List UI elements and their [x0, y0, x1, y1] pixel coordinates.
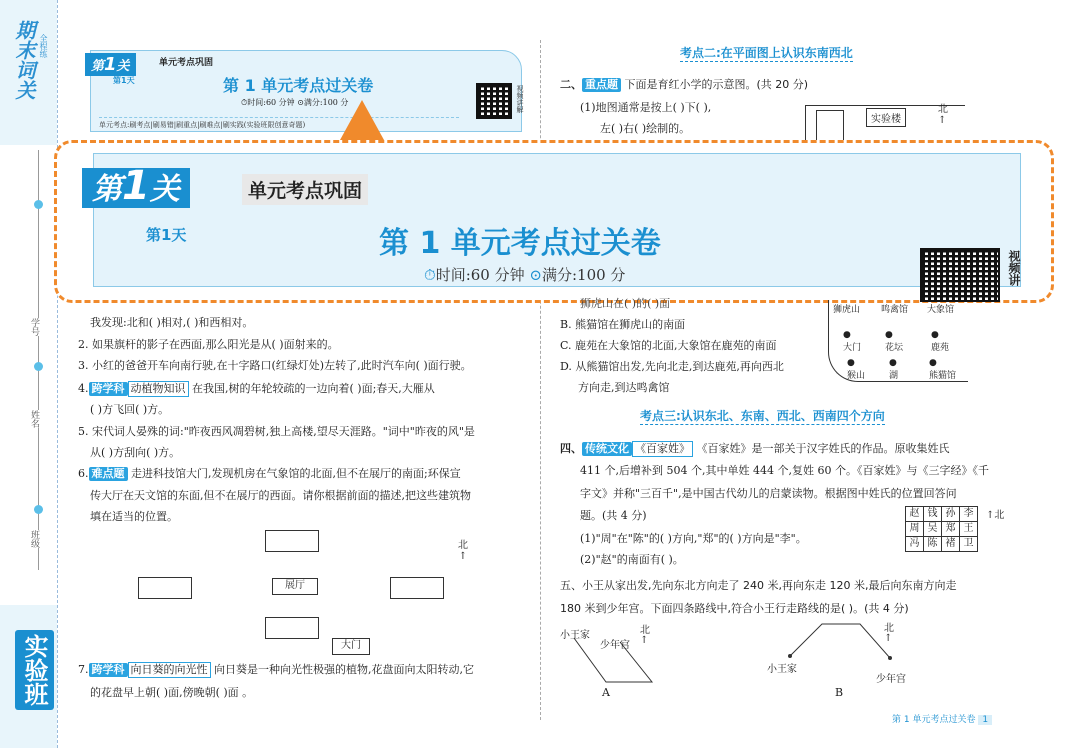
page-number: 1 — [978, 715, 992, 725]
binding-dot — [34, 200, 43, 209]
question-7: 7. 跨学科 向日葵的向光性 向日葵是一种向光性极强的植物,花盘面向太阳转动,它 — [78, 663, 474, 676]
question-four-b: 411 个,后增补到 504 个,其中单姓 444 个,复姓 60 个。《百家姓》与《三字经》《千 — [580, 464, 989, 477]
route-a-home: 小王家 — [560, 630, 590, 641]
answer-box-north[interactable] — [265, 530, 319, 552]
question-6c: 填在适当的位置。 — [90, 510, 178, 523]
option-d2: 方向走,到达鸣禽馆 — [578, 381, 670, 394]
brand-title: 实验班 — [15, 630, 54, 710]
surname-cell: 赵 — [905, 506, 924, 522]
big-badge: 第1关 — [82, 168, 190, 208]
small-time: ⏱时间:60 分钟 ⊙满分:100 分 — [241, 98, 349, 107]
surname-cell: 周 — [905, 521, 924, 537]
surname-cell: 郑 — [941, 521, 960, 537]
route-b-label: B — [835, 686, 844, 699]
question-7b: 的花盘早上朝( )面,傍晚朝( )面 。 — [90, 686, 254, 699]
surname-cell: 王 — [959, 521, 978, 537]
surname-cell: 吴 — [923, 521, 942, 537]
question-five: 五、小王从家出发,先向东北方向走了 240 米,再向东走 120 米,最后向东南方向走 — [560, 579, 957, 592]
route-b-north: 北 ↑ — [884, 623, 894, 644]
question-6: 6. 难点题 走进科技馆大门,发现机房在气象馆的北面,但不在展厅的南面;环保宣 — [78, 467, 461, 480]
question-two-1: (1)地图通常是按上( )下( ), — [580, 101, 712, 114]
question-four-d: 题。(共 4 分) — [580, 509, 647, 522]
surname-cell: 陈 — [923, 536, 942, 552]
small-qr-label: 视频讲解 — [516, 85, 524, 113]
question-five-b: 180 米到少年宫。下面四条路线中,符合小王行走路线的是( )。(共 4 分) — [560, 602, 909, 615]
zoo-panda-house: ● 熊猫馆 — [929, 358, 957, 381]
surname-cell: 卫 — [959, 536, 978, 552]
page-footer: 第 1 单元考点过关卷 1 — [892, 712, 992, 725]
question-5: 5. 宋代词人晏殊的词:"昨夜西风凋碧树,独上高楼,望尽天涯路。"词中"昨夜的风"是 — [78, 425, 475, 438]
big-subtitle: 单元考点巩固 — [242, 174, 368, 205]
section-two-heading: 考点二:在平面图上认识东南西北 — [680, 46, 853, 60]
answer-box-west[interactable] — [138, 577, 192, 599]
binding-dot — [34, 505, 43, 514]
gate-label: 大门 — [332, 638, 370, 655]
hall-label: 展厅 — [272, 578, 318, 595]
big-qr-code[interactable] — [920, 248, 1000, 302]
big-title: 第 1 单元考点过关卷 — [379, 226, 661, 261]
big-header — [93, 153, 1021, 287]
map-north: 北 ↑ — [938, 104, 948, 126]
question-6b: 传大厅在天文馆的东面,但不在展厅的西面。请你根据前面的描述,把这些建筑物 — [90, 489, 471, 502]
surname-grid — [905, 506, 985, 551]
question-four-2: (2)"赵"的南面有( )。 — [580, 553, 684, 566]
zoom-callout — [54, 140, 1054, 303]
zoo-monkey-hill: ● 猴山 — [847, 358, 866, 381]
big-qr-label: 视频讲 — [1007, 250, 1021, 286]
small-header — [90, 50, 522, 132]
binding-strip — [0, 0, 58, 748]
route-a-north: 北 ↑ — [640, 625, 650, 646]
route-b-palace: 少年宫 — [876, 674, 906, 685]
question-four-c: 字文》并称"三百千",是中国古代幼儿的启蒙读物。根据图中姓氏的位置回答问 — [580, 487, 957, 500]
zoo-bird-house: 鸣禽馆 — [881, 305, 909, 315]
route-a-label: A — [602, 686, 610, 699]
zoo-gate: ● 大门 — [843, 330, 862, 353]
route-b-start — [788, 654, 792, 658]
small-badge: 第1关 — [85, 53, 136, 76]
series-subtitle: 全程练 — [39, 34, 48, 58]
route-b-end — [888, 656, 892, 660]
answer-box-east[interactable] — [390, 577, 444, 599]
section-three-heading: 考点三:认识东北、东南、西北、西南四个方向 — [640, 409, 885, 423]
lab-building: 实验楼 — [866, 108, 906, 127]
route-b-path — [790, 624, 890, 658]
question-two-1b: 左( )右( )绘制的。 — [600, 122, 691, 135]
zoom-arrow-icon — [340, 100, 384, 140]
option-d: D. 从熊猫馆出发,先向北走,到达鹿苑,再向西北 — [560, 360, 784, 373]
zoo-deer-park: ● 鹿苑 — [931, 330, 950, 353]
grid-north-indicator: ↑北 — [986, 510, 1005, 521]
small-day: 第1天 — [113, 76, 135, 85]
question-4: 4. 跨学科 动植物知识 在我国,树的年轮较疏的一边向着( )面;春天,大雁从 — [78, 382, 435, 395]
big-day: 第1天 — [146, 226, 187, 244]
zoo-flower-bed: ● 花坛 — [885, 330, 904, 353]
surname-cell: 冯 — [905, 536, 924, 552]
route-b-home: 小王家 — [767, 664, 797, 675]
option-a-partial: 狮虎山在( )的( )面 — [580, 297, 671, 310]
question-4b: ( )方飞回( )方。 — [90, 403, 170, 416]
zoo-elephant-house: 大象馆 — [927, 305, 955, 315]
class-label: 班级 — [29, 530, 39, 548]
zoo-map — [828, 300, 968, 382]
name-label: 姓名 — [29, 410, 39, 428]
zoo-lion-mountain: 狮虎山 — [833, 305, 861, 315]
small-title: 第 1 单元考点过关卷 — [223, 76, 374, 95]
small-qr-code[interactable] — [476, 83, 512, 119]
question-5b: 从( )方刮向( )方。 — [90, 446, 181, 459]
question-four: 四、 传统文化 《百家姓》 《百家姓》是一部关于汉字姓氏的作品。原收集姓氏 — [560, 442, 950, 455]
question-2: 2. 如果旗杆的影子在西面,那么阳光是从( )面射来的。 — [78, 338, 339, 351]
option-c: C. 鹿苑在大象馆的北面,大象馆在鹿苑的南面 — [560, 339, 777, 352]
map-building — [816, 110, 844, 144]
big-time: ⏱时间:60 分钟 ⊙满分:100 分 — [424, 266, 626, 284]
option-b: B. 熊猫馆在狮虎山的南面 — [560, 318, 686, 331]
left-line-1: 我发现:北和( )相对,( )和西相对。 — [90, 316, 254, 329]
binding-dot — [34, 362, 43, 371]
surname-cell: 孙 — [941, 506, 960, 522]
route-a-palace: 少年宫 — [600, 640, 630, 651]
surname-cell: 钱 — [923, 506, 942, 522]
question-four-1: (1)"周"在"陈"的( )方向,"郑"的( )方向是"李"。 — [580, 532, 807, 545]
surname-cell: 褚 — [941, 536, 960, 552]
question-3: 3. 小红的爸爸开车向南行驶,在十字路口(红绿灯处)左转了,此时汽车向( )面行驶。 — [78, 359, 472, 372]
answer-box-south[interactable] — [265, 617, 319, 639]
zoo-lake: ● 湖 — [889, 358, 899, 381]
small-subtitle: 单元考点巩固 — [159, 58, 214, 68]
school-map — [805, 105, 965, 145]
left-north-indicator: 北 ↑ — [458, 540, 468, 562]
series-title: 期末词关 — [12, 20, 36, 100]
id-label: 学号 — [29, 318, 39, 336]
surname-cell: 李 — [959, 506, 978, 522]
question-two: 二、 重点题 下面是育红小学的示意图。(共 20 分) — [560, 78, 809, 91]
small-points: 单元考点:刷考点|刷易错|刷重点|刷难点|刷实践(实验班限创意奇题) — [99, 117, 459, 130]
